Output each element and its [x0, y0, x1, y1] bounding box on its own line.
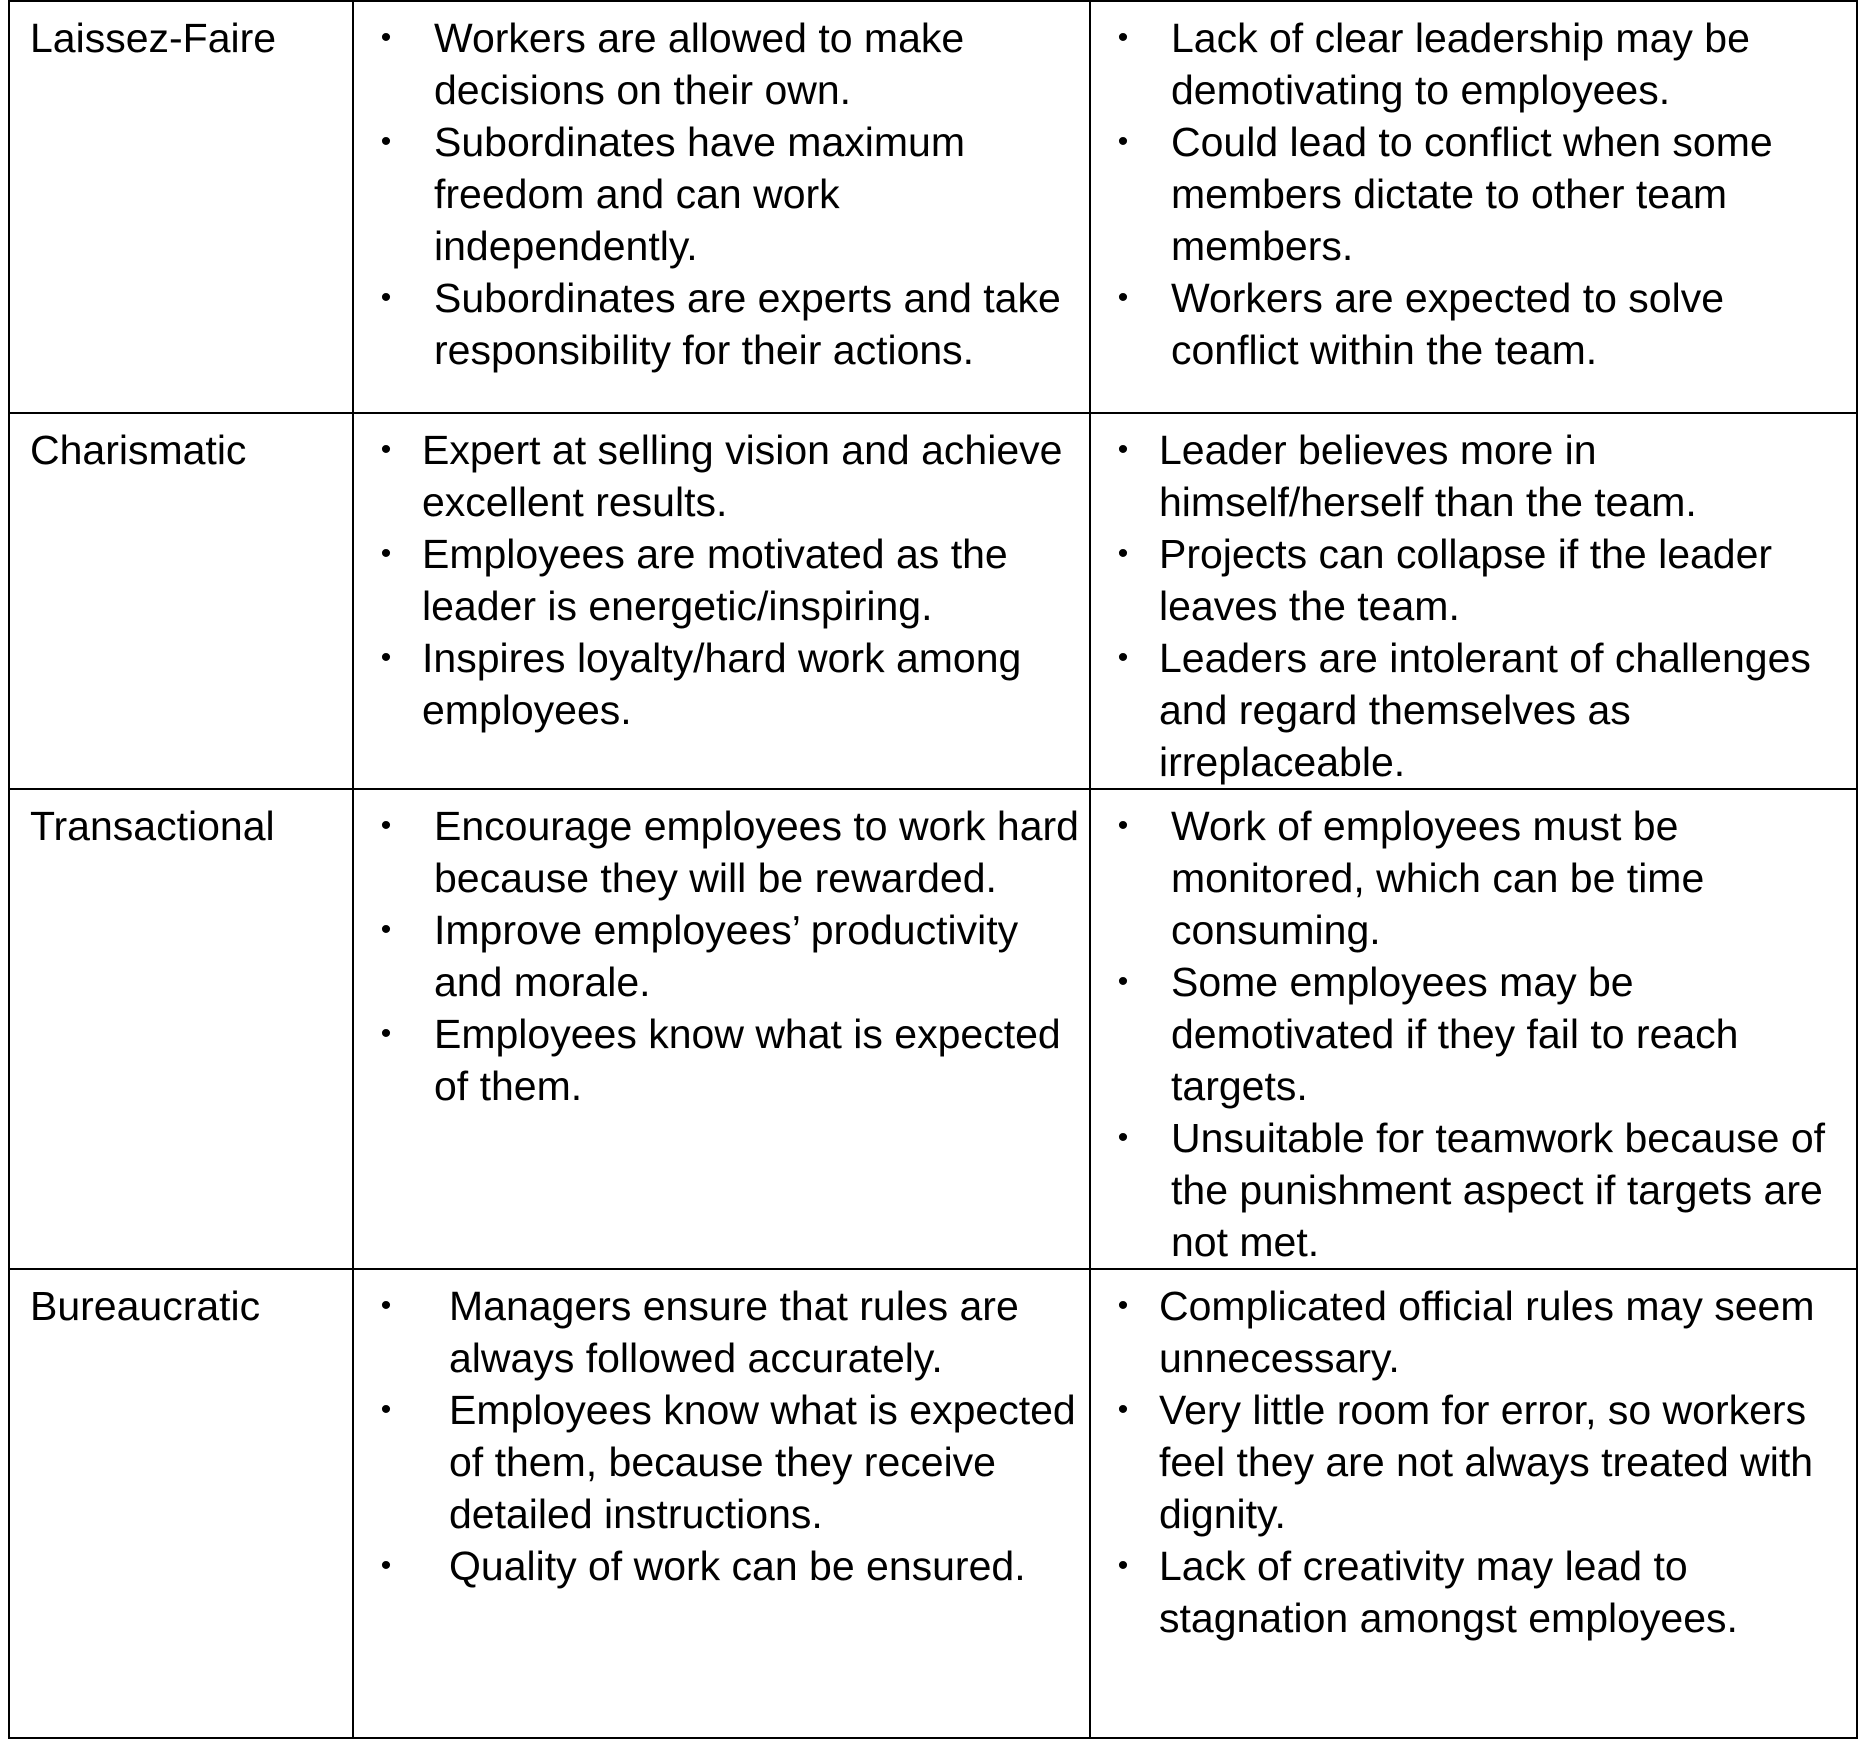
list-item: • Expert at selling vision and achieve excellent results. [354, 424, 1089, 528]
list-item: • Improve employees’ productivity and morale. [354, 904, 1089, 1008]
bullet-icon: • [1117, 281, 1129, 314]
bullet-icon: • [380, 913, 392, 946]
bullet-icon: • [1117, 1121, 1129, 1154]
list-item: • Managers ensure that rules are always followed accurately. [354, 1280, 1089, 1384]
bullet-icon: • [380, 125, 392, 158]
list-item: • Inspires loyalty/hard work among employees. [354, 632, 1089, 736]
list-item: • Could lead to conflict when some members dictate to other team members. [1091, 116, 1856, 272]
style-cell [9, 1, 353, 413]
bullet-icon: • [380, 281, 392, 314]
list-item: • Subordinates are experts and take responsibility for their actions. [354, 272, 1089, 376]
bullet-icon: • [1117, 433, 1129, 466]
list-item: • Lack of clear leadership may be demotivating to employees. [1091, 12, 1856, 116]
list-item: • Subordinates have maximum freedom and can work independently. [354, 116, 1089, 272]
bullet-icon: • [380, 1393, 392, 1426]
list-item: • Encourage employees to work hard because they will be rewarded. [354, 800, 1089, 904]
style-cell [9, 789, 353, 1269]
list-item: • Work of employees must be monitored, which can be time consuming. [1091, 800, 1856, 956]
list-item: • Unsuitable for teamwork because of the punishment aspect if targets are not met. [1091, 1112, 1856, 1268]
disadvantages-cell [1090, 413, 1857, 789]
style-cell [9, 1269, 353, 1738]
list-item: • Workers are expected to solve conflict within the team. [1091, 272, 1856, 376]
table-row [9, 789, 1857, 1269]
advantages-list [354, 2, 1089, 376]
bullet-icon: • [380, 1549, 392, 1582]
bullet-icon: • [380, 1289, 392, 1322]
list-item: • Employees know what is expected of them. [354, 1008, 1089, 1112]
disadvantages-list [1091, 790, 1856, 1268]
advantages-cell [353, 1, 1090, 413]
bullet-icon: • [380, 433, 392, 466]
bullet-icon: • [380, 641, 392, 674]
advantages-cell [353, 413, 1090, 789]
list-item: • Lack of creativity may lead to stagnation amongst employees. [1091, 1540, 1856, 1644]
style-cell [9, 413, 353, 789]
disadvantages-cell [1090, 1269, 1857, 1738]
bullet-icon: • [1117, 537, 1129, 570]
bullet-icon: • [1117, 965, 1129, 998]
bullet-icon: • [1117, 1289, 1129, 1322]
list-item: • Leader believes more in himself/herself than the team. [1091, 424, 1856, 528]
disadvantages-cell [1090, 1, 1857, 413]
list-item: • Quality of work can be ensured. [354, 1540, 1089, 1592]
style-name: Laissez-Faire [30, 15, 277, 61]
bullet-icon: • [1117, 125, 1129, 158]
table-row [9, 413, 1857, 789]
bullet-icon: • [380, 1017, 392, 1050]
bullet-icon: • [1117, 809, 1129, 842]
table-row [9, 1269, 1857, 1738]
list-item: • Projects can collapse if the leader leaves the team. [1091, 528, 1856, 632]
bullet-icon: • [1117, 21, 1129, 54]
disadvantages-list [1091, 2, 1856, 376]
style-name: Charismatic [30, 427, 247, 473]
bullet-icon: • [380, 537, 392, 570]
list-item: • Leaders are intolerant of challenges and regard themselves as irreplaceable. [1091, 632, 1856, 788]
bullet-icon: • [1117, 641, 1129, 674]
style-name: Bureaucratic [30, 1283, 261, 1329]
list-item: • Employees are motivated as the leader is energetic/inspiring. [354, 528, 1089, 632]
leadership-styles-table [8, 0, 1858, 1739]
disadvantages-list [1091, 414, 1856, 788]
advantages-cell [353, 1269, 1090, 1738]
disadvantages-list [1091, 1270, 1856, 1644]
list-item: • Complicated official rules may seem unnecessary. [1091, 1280, 1856, 1384]
table-row [9, 1, 1857, 413]
style-name: Transactional [30, 803, 275, 849]
disadvantages-cell [1090, 789, 1857, 1269]
bullet-icon: • [380, 21, 392, 54]
list-item: • Some employees may be demotivated if they fail to reach targets. [1091, 956, 1856, 1112]
list-item: • Employees know what is expected of them, because they receive detailed instructions. [354, 1384, 1089, 1540]
list-item: • Workers are allowed to make decisions on their own. [354, 12, 1089, 116]
bullet-icon: • [1117, 1549, 1129, 1582]
advantages-list [354, 1270, 1089, 1592]
advantages-list [354, 790, 1089, 1112]
advantages-cell [353, 789, 1090, 1269]
advantages-list [354, 414, 1089, 736]
list-item: • Very little room for error, so workers feel they are not always treated with dignity. [1091, 1384, 1856, 1540]
bullet-icon: • [1117, 1393, 1129, 1426]
bullet-icon: • [380, 809, 392, 842]
